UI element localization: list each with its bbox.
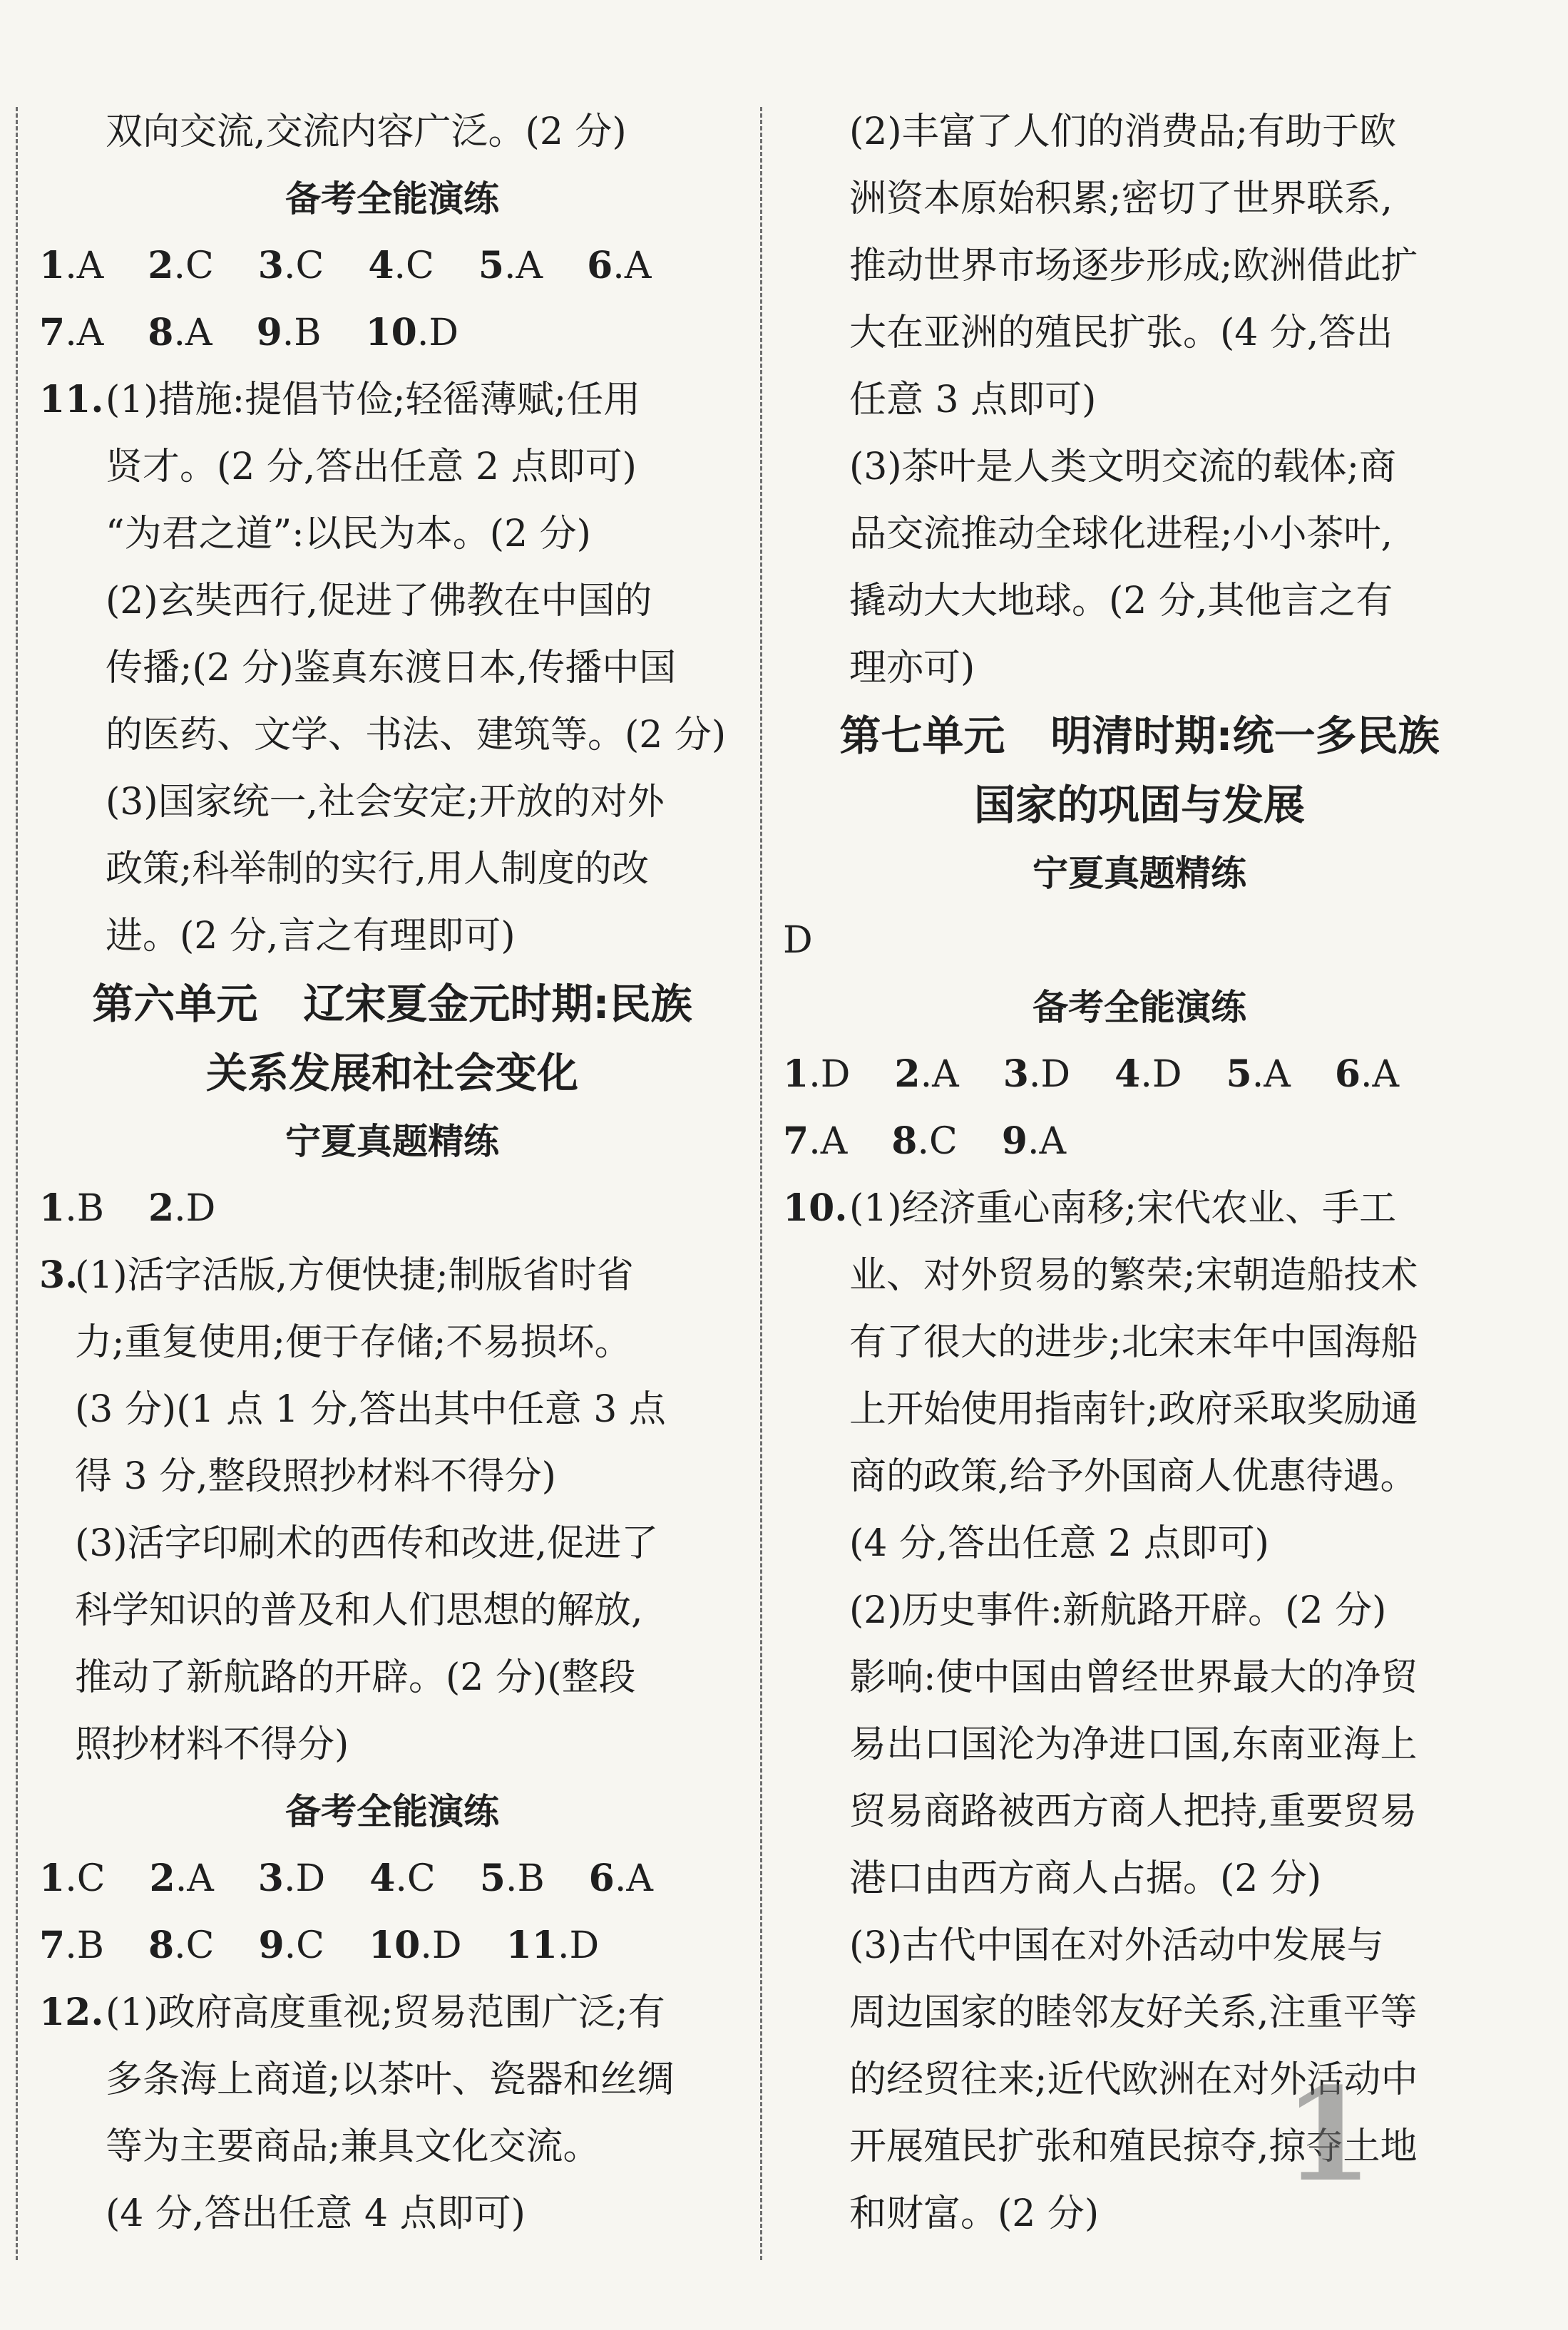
answer-item: 1.D	[783, 1052, 851, 1096]
question-11-line: 11.(1)措施:提倡节俭;轻徭薄赋;任用	[39, 366, 745, 433]
text-line: (4 分,答出任意 4 点即可)	[106, 2192, 526, 2235]
text-line: (3)茶叶是人类文明交流的载体;商	[849, 446, 1397, 488]
text-line: 政策;科举制的实行,用人制度的改	[106, 848, 650, 891]
answer-item: 1.B	[39, 1186, 104, 1230]
answer-row	[39, 1175, 745, 1242]
text-line: 品交流推动全球化进程;小小茶叶,	[849, 513, 1393, 555]
answer-item: 10.D	[365, 311, 459, 354]
answer-item: 9.A	[1001, 1119, 1067, 1163]
page-number: 1	[1283, 2060, 1373, 2210]
answer-item: 6.A	[587, 244, 652, 287]
question-number: 3.	[39, 1253, 78, 1297]
answer-item: 2.D	[148, 1186, 216, 1230]
question-number: 10.	[783, 1186, 848, 1230]
answer-item: 8.C	[891, 1119, 958, 1163]
section-heading-practice: 备考全能演练	[285, 178, 499, 220]
answer-row	[39, 1912, 745, 1979]
question-12-line: 12.(1)政府高度重视;贸易范围广泛;有	[39, 1979, 745, 2046]
answer-item: 7.B	[39, 1924, 104, 1967]
answer-item: 3.D	[1003, 1052, 1071, 1096]
text-line: 双向交流,交流内容广泛。(2 分)	[106, 111, 627, 153]
text-line: 科学知识的普及和人们思想的解放,	[75, 1589, 643, 1632]
text-line: 影响:使中国由曾经世界最大的净贸	[849, 1656, 1418, 1699]
answer-row	[783, 1041, 1496, 1108]
answer-item: 9.C	[258, 1924, 324, 1967]
answer-item: 1.C	[39, 1857, 106, 1900]
answer-row	[39, 232, 745, 299]
answer-item: 3.C	[257, 244, 324, 287]
column-divider-dashed-rule	[760, 107, 762, 2260]
answer-item: 4.C	[369, 1857, 436, 1900]
section-heading-practice: 备考全能演练	[285, 1791, 499, 1832]
answer-row	[783, 1108, 1496, 1175]
text-line: 上开始使用指南针;政府采取奖励通	[849, 1388, 1418, 1431]
answer-row	[39, 1845, 745, 1912]
answer-item: 10.D	[368, 1924, 462, 1967]
text-line: 多条海上商道;以茶叶、瓷器和丝绸	[106, 2058, 675, 2101]
answer-item: 5.A	[1226, 1052, 1291, 1096]
section-heading-ningxia: 宁夏真题精练	[285, 1121, 499, 1162]
text-line: 有了很大的进步;北宋末年中国海船	[849, 1321, 1418, 1364]
text-line: 得 3 分,整段照抄材料不得分)	[75, 1455, 556, 1498]
answer-item: 8.C	[148, 1924, 215, 1967]
text-line: 撬动大大地球。(2 分,其他言之有	[849, 580, 1393, 622]
text-line: 力;重复使用;便于存储;不易损坏。	[75, 1321, 632, 1364]
section-heading-ningxia: 宁夏真题精练	[1032, 853, 1246, 894]
right-column	[783, 98, 1496, 2247]
answer-item: 2.A	[894, 1052, 959, 1096]
answer-item: 8.A	[148, 311, 212, 354]
unit-7-title: 第七单元 明清时期:统一多民族	[839, 712, 1440, 760]
unit-6-title: 第六单元 辽宋夏金元时期:民族	[92, 980, 692, 1028]
answer-item: 2.A	[149, 1857, 214, 1900]
text-line: 推动世界市场逐步形成;欧洲借此扩	[849, 245, 1418, 287]
question-number: 12.	[39, 1991, 104, 2034]
answer-item: 5.B	[479, 1857, 545, 1900]
left-margin-dashed-rule	[16, 107, 18, 2260]
answer-item: 4.C	[368, 244, 434, 287]
text-line: (3)国家统一,社会安定;开放的对外	[106, 781, 665, 823]
text-line: 和财富。(2 分)	[849, 2192, 1100, 2235]
left-column	[39, 98, 745, 2247]
text-line: 贸易商路被西方商人把持,重要贸易	[849, 1790, 1418, 1833]
text-line: 业、对外贸易的繁荣;宋朝造船技术	[849, 1254, 1418, 1297]
text-line: 等为主要商品;兼具文化交流。	[106, 2125, 600, 2168]
text-line: 开展殖民扩张和殖民掠夺,掠夺土地	[849, 2125, 1418, 2168]
text-line: 易出口国沦为净进口国,东南亚海上	[849, 1723, 1418, 1766]
text-line: 港口由西方商人占据。(2 分)	[849, 1857, 1322, 1900]
question-number: 11.	[39, 378, 104, 421]
answer-item: 11.D	[506, 1924, 600, 1967]
text-line: “为君之道”:以民为本。(2 分)	[106, 513, 591, 555]
text-line: 大在亚洲的殖民扩张。(4 分,答出	[849, 312, 1393, 354]
question-3-line: 3.(1)活字活版,方便快捷;制版省时省	[39, 1242, 745, 1309]
text-line: (4 分,答出任意 2 点即可)	[849, 1522, 1269, 1565]
text-line: (3)古代中国在对外活动中发展与	[849, 1924, 1384, 1967]
text-line: 洲资本原始积累;密切了世界联系,	[849, 178, 1393, 220]
section-heading-practice: 备考全能演练	[1032, 987, 1246, 1028]
text-line: 进。(2 分,言之有理即可)	[106, 915, 516, 958]
answer-item: 6.A	[1334, 1052, 1400, 1096]
answer-item: 7.A	[39, 311, 104, 354]
text-line: 的经贸往来;近代欧洲在对外活动中	[849, 2058, 1418, 2101]
text-line: 的医药、文学、书法、建筑等。(2 分)	[106, 714, 727, 756]
answer-item: 9.B	[256, 311, 322, 354]
text-line: 周边国家的睦邻友好关系,注重平等	[849, 1991, 1418, 2034]
text-line: 传播;(2 分)鉴真东渡日本,传播中国	[106, 647, 677, 689]
answer-item: 1.A	[39, 244, 104, 287]
unit-6-title-line-2: 关系发展和社会变化	[205, 1049, 578, 1097]
text-line: 任意 3 点即可)	[849, 379, 1097, 421]
text-line: (2)玄奘西行,促进了佛教在中国的	[106, 580, 652, 622]
text-line: 照抄材料不得分)	[75, 1723, 349, 1766]
text-line: 商的政策,给予外国商人优惠待遇。	[849, 1455, 1418, 1498]
answer-item: 3.D	[257, 1857, 326, 1900]
answer-row	[39, 299, 745, 366]
text-line: (2)丰富了人们的消费品;有助于欧	[849, 111, 1397, 153]
text-line: (3)活字印刷术的西传和改进,促进了	[75, 1522, 659, 1565]
answer-item: 7.A	[783, 1119, 848, 1163]
question-10-line: 10.(1)经济重心南移;宋代农业、手工	[783, 1175, 1496, 1242]
text-line: (3 分)(1 点 1 分,答出其中任意 3 点	[75, 1388, 666, 1431]
text-line: (2)历史事件:新航路开辟。(2 分)	[849, 1589, 1387, 1632]
text-line: 推动了新航路的开辟。(2 分)(整段	[75, 1656, 636, 1699]
text-line: 贤才。(2 分,答出任意 2 点即可)	[106, 446, 637, 488]
answer-item: 2.C	[148, 244, 214, 287]
answer-item: 5.A	[478, 244, 543, 287]
text-line: 理亦可)	[849, 647, 975, 689]
unit-7-title-line-2: 国家的巩固与发展	[973, 781, 1305, 829]
single-answer: D	[783, 919, 813, 962]
answer-item: 4.D	[1114, 1052, 1182, 1096]
answer-item: 6.A	[588, 1857, 653, 1900]
